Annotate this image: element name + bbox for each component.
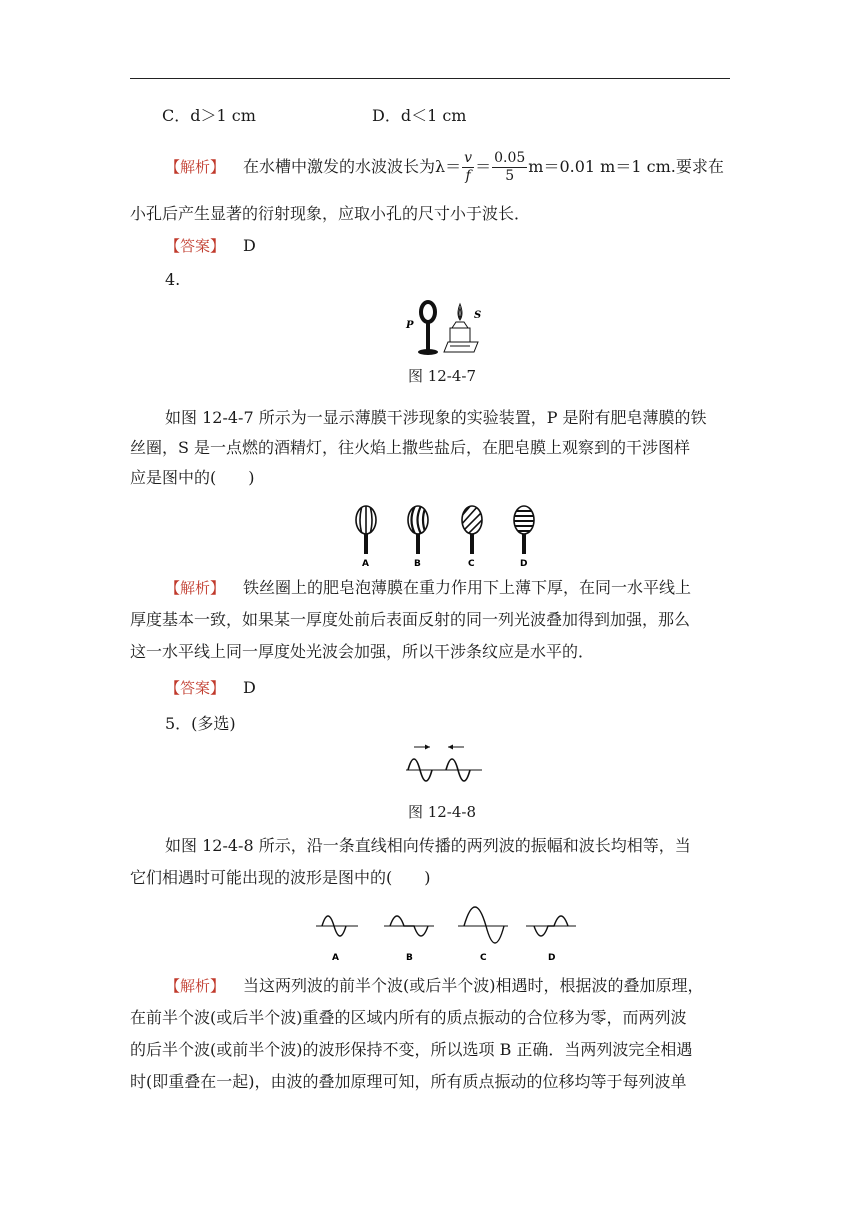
q4-analysis-line3: 这一水平线上同一厚度处光波会加强，所以干涉条纹应是水平的． [130, 642, 595, 661]
q5-stem-line1: 如图 12-4-8 所示，沿一条直线相向传播的两列波的振幅和波长均相等，当 [165, 836, 691, 855]
q3-analysis-pre: 在水槽中激发的水波波长为λ＝ [243, 157, 462, 176]
q4-stem-line2: 丝圈，S 是一点燃的酒精灯，往火焰上撒些盐后，在肥皂膜上观察到的干涉图样 [130, 438, 691, 457]
answer-tag: 【答案】 [165, 237, 226, 255]
q4-options-figure [344, 498, 540, 570]
header-rule [130, 78, 730, 79]
q4-answer-value: D [243, 678, 256, 697]
q3-answer-value: D [243, 236, 256, 255]
q5-analysis-line2: 在前半个波(或后半个波)重叠的区域内所有的质点振动的合位移为零，而两列波 [130, 1008, 687, 1027]
option-a-label: A [332, 953, 339, 963]
answer-tag: 【答案】 [165, 679, 226, 697]
q3-analysis-post: m＝0.01 m＝1 cm.要求在 [528, 157, 724, 176]
equals-sign: ＝ [475, 157, 492, 176]
label-s: S [474, 310, 482, 321]
frac-denominator: f [465, 168, 471, 184]
q3-analysis-line2: 小孔后产生显著的衍射现象，应取小孔的尺寸小于波长． [130, 204, 531, 223]
figure-12-4-8 [402, 742, 486, 792]
q5-options-figure [314, 896, 578, 964]
option-c-loop [460, 504, 484, 554]
q3-answer [165, 234, 730, 258]
q4-answer [165, 676, 730, 700]
q5-analysis-line4: 时(即重叠在一起)，由波的叠加原理可知，所有质点振动的位移均等于每列波单 [130, 1072, 687, 1091]
label-p: P [406, 320, 414, 331]
frac-denominator: 5 [505, 168, 515, 184]
fraction-value [492, 150, 527, 185]
q4-number: 4. [165, 270, 181, 289]
option-a-loop [356, 506, 376, 554]
option-c-wave [458, 907, 508, 943]
frac-numerator: 0.05 [494, 150, 526, 166]
option-d-label: D [548, 953, 556, 963]
analysis-tag: 【解析】 [165, 158, 226, 176]
q4-analysis-text: 铁丝圈上的肥皂泡薄膜在重力作用下上薄下厚，在同一水平线上 [243, 578, 692, 597]
analysis-tag: 【解析】 [165, 977, 226, 995]
fraction-v-over-f [462, 150, 474, 185]
option-d-label: D [520, 559, 528, 569]
q3-option-c: C．d＞1 cm [162, 106, 256, 125]
q4-analysis-line2: 厚度基本一致，如果某一厚度处前后表面反射的同一列光波叠加得到加强，那么 [130, 610, 691, 629]
q3-analysis-line1 [165, 150, 730, 185]
q5-stem-line2: 它们相遇时可能出现的波形是图中的( ) [130, 868, 431, 887]
frac-numerator: v [464, 150, 473, 166]
option-c-label: C [468, 559, 475, 569]
q5-number: 5．(多选) [165, 714, 236, 733]
analysis-tag: 【解析】 [165, 579, 226, 597]
option-d-wave [526, 916, 576, 936]
option-a-wave [316, 916, 358, 936]
figure-caption: 图 12-4-8 [407, 803, 477, 821]
q5-analysis-text: 当这两列波的前半个波(或后半个波)相遇时，根据波的叠加原理， [243, 976, 704, 995]
q5-analysis-line1 [165, 974, 730, 998]
q4-analysis-line1 [165, 576, 730, 600]
figure-12-4-7 [400, 298, 490, 360]
option-b-loop [408, 506, 428, 554]
option-b-label: B [406, 953, 413, 963]
option-c-label: C [480, 953, 487, 963]
q5-analysis-line3: 的后半个波(或前半个波)的波形保持不变，所以选项 B 正确．当两列波完全相遇 [130, 1040, 693, 1059]
option-a-label: A [362, 559, 369, 569]
q3-option-d: D．d＜1 cm [372, 106, 467, 125]
q4-stem-line1: 如图 12-4-7 所示为一显示薄膜干涉现象的实验装置，P 是附有肥皂薄膜的铁 [165, 408, 707, 427]
option-b-wave [384, 916, 434, 936]
q4-stem-line3: 应是图中的( ) [130, 468, 255, 487]
figure-caption: 图 12-4-7 [407, 367, 477, 385]
option-d-loop [512, 506, 536, 554]
option-b-label: B [414, 559, 421, 569]
